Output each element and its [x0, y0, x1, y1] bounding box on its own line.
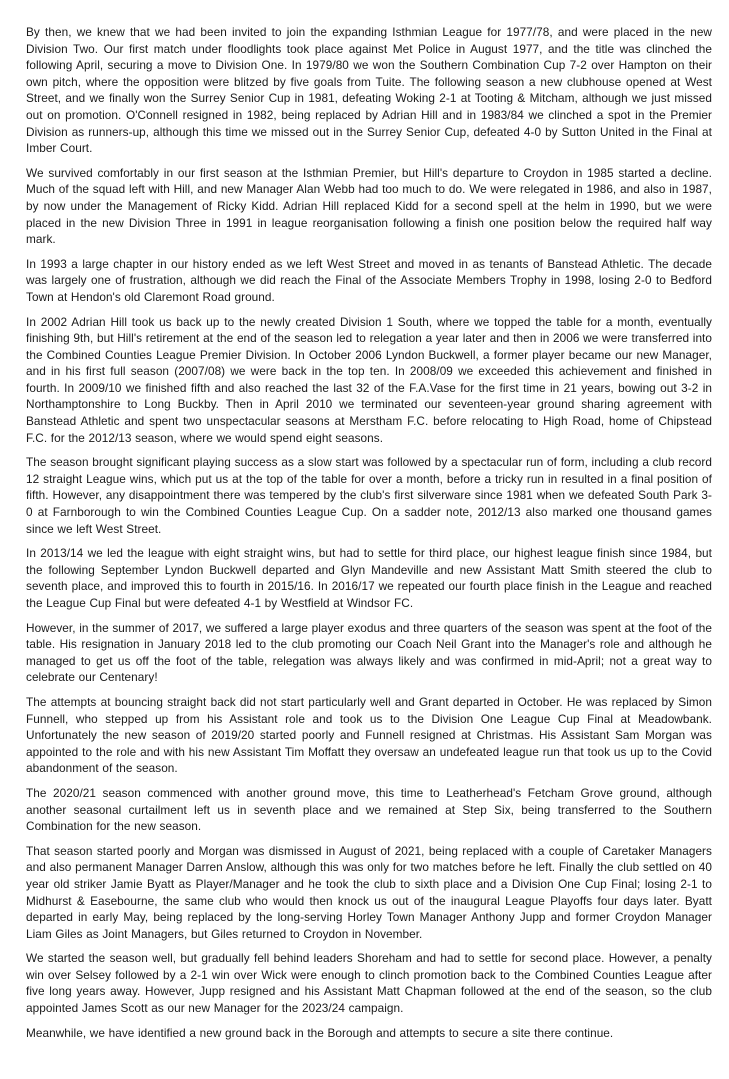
paragraph: However, in the summer of 2017, we suffered a large player exodus and three quarters of the season was spent at the foot of the table. His resignation in January 2018 led to the club promoting our Coach Neil Grant into the Manager's role and although he managed to get us off the foot of the table, relegation was always likely and was confirmed in mid-April; not a great way to celebrate our Centenary!	[26, 620, 712, 685]
paragraph: We survived comfortably in our first season at the Isthmian Premier, but Hill's departure to Croydon in 1985 started a decline. Much of the squad left with Hill, and new Manager Alan Webb had too much to do. We were relegated in 1986, and also in 1987, by now under the Management of Ricky Kidd. Adrian Hill replaced Kidd for a second spell at the helm in 1990, but we were placed in the new Division Three in 1991 in league reorganisation following a finish one position below the required half way mark.	[26, 165, 712, 247]
paragraph: By then, we knew that we had been invited to join the expanding Isthmian League for 1977/78, and were placed in the new Division Two. Our first match under floodlights took place against Met Police in August 1977, and the title was clinched the following April, securing a move to Division One. In 1979/80 we won the Southern Combination Cup 7-2 over Hampton on their own pitch, where the opposition were blitzed by five goals from Tuite. The following season a new clubhouse opened at West Street, and we finally won the Surrey Senior Cup in 1981, defeating Woking 2-1 at Tooting & Mitcham, although we just missed out on promotion. O'Connell resigned in 1982, being replaced by Adrian Hill and in 1983/84 we clinched a spot in the Premier Division as runners-up, although this time we missed out in the Surrey Senior Cup, defeated 4-0 by Sutton United in the Final at Imber Court.	[26, 25, 712, 156]
paragraph: That season started poorly and Morgan was dismissed in August of 2021, being replaced with a couple of Caretaker Managers and also permanent Manager Darren Anslow, although this was only for two matches before he left. Finally the club settled on 40 year old striker Jamie Byatt as Player/Manager and he took the club to sixth place and a Division One Cup Final; losing 2-1 to Midhurst & Easebourne, the same club who would then knock us out of the inaugural League Playoffs four days later. Byatt departed in early May, being replaced by the long-serving Horley Town Manager Anthony Jupp and former Croydon Manager Liam Giles as Joint Managers, but Giles returned to Croydon in November.	[26, 843, 712, 941]
paragraph: The season brought significant playing success as a slow start was followed by a spectacular run of form, including a club record 12 straight League wins, which put us at the top of the table for over a month, before a tricky run in resulted in a final position of fifth. However, any disappointment there was tempered by the club's first silverware since 1981 when we defeated South Park 3-0 at Farnborough to win the Combined Counties League Cup. On a sadder note, 2012/13 also marked one thousand games since we left West Street.	[26, 455, 712, 536]
paragraph: The attempts at bouncing straight back did not start particularly well and Grant departed in October. He was replaced by Simon Funnell, who stepped up from his Assistant role and took us to the Division One League Cup Final at Meadowbank. Unfortunately the new season of 2019/20 started poorly and Funnell resigned at Christmas. His Assistant Sam Morgan was appointed to the role and with his new Assistant Tim Moffatt they oversaw an undefeated league run that took us up to the Covid abandonment of the season.	[26, 694, 712, 776]
paragraph: In 2013/14 we led the league with eight straight wins, but had to settle for third place, our highest league finish since 1984, but the following September Lyndon Buckwell departed and Glyn Mandeville and new Assistant Matt Smith steered the club to seventh place, and improved this to fourth in 2015/16. In 2016/17 we repeated our fourth place finish in the League and reached the League Cup Final but were defeated 4-1 by Westfield at Windsor FC.	[26, 546, 712, 610]
paragraph: In 1993 a large chapter in our history ended as we left West Street and moved in as tenants of Banstead Athletic. The decade was largely one of frustration, although we did reach the Final of the Associate Members Trophy in 1998, losing 2-0 to Bedford Town at Hendon's old Claremont Road ground.	[26, 256, 712, 304]
paragraph: The 2020/21 season commenced with another ground move, this time to Leatherhead's Fetcham Grove ground, although another seasonal curtailment left us in seventh place and we remained at Step Six, being transferred to the Southern Combination for the new season.	[26, 785, 712, 834]
paragraph: In 2002 Adrian Hill took us back up to the newly created Division 1 South, where we topped the table for a month, eventually finishing 9th, but Hill's retirement at the end of the season led to relegation a year later and then in 2006 we were transferred into the Combined Counties League Premier Division. In October 2006 Lyndon Buckwell, a former player became our new Manager, and in his first full season (2007/08) we were back in the top ten. In 2008/09 we exceeded this achievement and finished in fourth. In 2009/10 we finished fifth and also reached the last 32 of the F.A.Vase for the first time in 21 years, bowing out 3-2 in Northamptonshire to Long Buckby. Then in April 2010 we terminated our seventeen-year ground sharing agreement with Banstead Athletic and spent two unspectacular seasons at Merstham F.C. before relocating to High Road, home of Chipstead F.C. for the 2012/13 season, where we would spend eight seasons.	[26, 314, 712, 445]
paragraph: Meanwhile, we have identified a new ground back in the Borough and attempts to secure a site there continue.	[26, 1025, 614, 1040]
club-history-text	[26, 24, 712, 1041]
paragraph: We started the season well, but gradually fell behind leaders Shoreham and had to settle for second place. However, a penalty win over Selsey followed by a 2-1 win over Wick were enough to clinch promotion back to the Combined Counties League after five long years away. However, Jupp resigned and his Assistant Matt Chapman followed at the end of the season, so the club appointed James Scott as our new Manager for the 2023/24 campaign.	[26, 951, 712, 1016]
